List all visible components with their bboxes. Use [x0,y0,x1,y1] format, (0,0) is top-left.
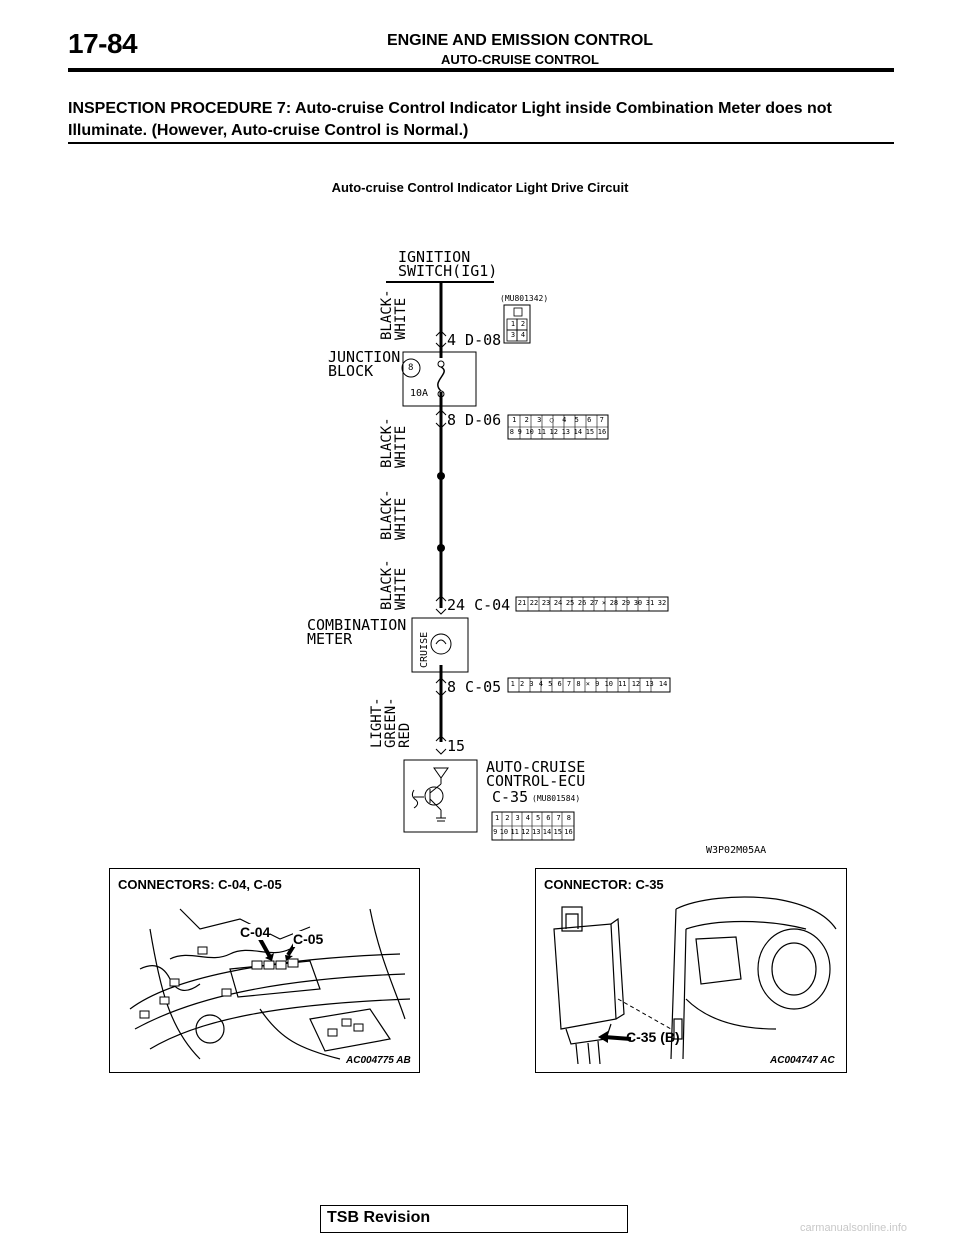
junction-label-1: JUNCTION [328,348,401,366]
photo-code: AC004747 AC [770,1055,835,1066]
wire-label-2-black: BLACK- [379,417,395,468]
wire-label-3-black: BLACK- [379,489,395,540]
photo-connector-c35 [535,868,847,1073]
ecu-diode-icon [434,768,448,778]
wire-label-1-black: BLACK- [379,289,395,340]
connector-d08: 4 D-08 [447,331,502,349]
c05-pins: 1 2 3 4 5 6 7 8 × 9 10 11 12 13 14 [510,680,668,688]
d08-pins-bottom: 3 4 [510,331,526,339]
d06-pins-bottom: 8 9 10 11 12 13 14 15 16 [509,428,607,436]
photo-title: CONNECTORS: C-04, C-05 [118,877,282,892]
wire-label-4-white: WHITE [393,567,409,610]
splice-dot-2 [437,544,445,552]
cruise-label: CRUISE [419,631,430,668]
watermark: carmanualsonline.info [800,1222,908,1234]
ecu-location-illustration [536,869,846,1072]
junction-label-2: BLOCK [328,362,374,380]
c35-pins-top: 1 2 3 4 5 6 7 8 [495,814,571,822]
wire-label-5-green: GREEN- [383,697,399,748]
ignition-label-1: IGNITION [398,248,471,266]
connector-pin-15: 15 [447,737,466,755]
c04-pins: 21 22 23 24 25 26 27 × 28 29 30 31 32 [517,599,667,607]
diagram-title: Auto-cruise Control Indicator Light Drive Circuit [331,180,629,195]
subsection-title: AUTO-CRUISE CONTROL [441,52,599,67]
procedure-title: INSPECTION PROCEDURE 7: Auto-cruise Control Indicator Light inside Combination Meter does not Illuminate. (However, Auto-cruise Control is Normal.) [68,100,832,139]
d06-pins-top: 1 2 3 ○ 4 5 6 7 [512,416,604,424]
page-number: 17-84 [68,28,138,59]
wire-label-5-light: LIGHT- [369,697,385,748]
cruise-lamp-icon [431,634,451,654]
photo-title: CONNECTOR: C-35 [544,877,664,892]
ignition-label-2: SWITCH(IG1) [398,262,498,280]
connector-c35: C-35 [492,788,529,806]
connector-c04: 24 C-04 [447,596,511,614]
ecu-label-2: CONTROL-ECU [486,772,586,790]
wire-label-4-black: BLACK- [379,559,395,610]
figure-code: W3P02M05AA [706,845,767,856]
part-number-c35: (MU801584) [532,794,581,803]
tsb-revision-box [320,1205,628,1233]
wire-label-2-white: WHITE [393,425,409,468]
c35-pins-bottom: 9 10 11 12 13 14 15 16 [493,828,573,836]
splice-dot-1 [437,472,445,480]
photo-connectors-c04-c05 [109,868,420,1073]
ecu-label-1: AUTO-CRUISE [486,758,586,776]
part-number-d08: (MU801342) [500,294,549,303]
combination-label-2: METER [307,630,353,648]
fuse-icon [438,367,444,391]
callout-c04: C-04 [240,924,271,940]
dashboard-wiring-illustration [110,869,419,1072]
fuse-rating: 10A [410,388,429,399]
tsb-revision-label: TSB Revision [327,1209,431,1226]
connector-c05: 8 C-05 [447,678,502,696]
callout-c35-b: C-35 (B) [626,1029,680,1045]
d08-pins-top: 1 2 [510,320,526,328]
callout-c05: C-05 [293,931,324,947]
wire-label-1-white: WHITE [393,297,409,340]
wire-label-3-white: WHITE [393,497,409,540]
wire-label-5-red: RED [397,722,413,748]
section-title: ENGINE AND EMISSION CONTROL [386,32,654,49]
fuse-number: 8 [408,363,414,373]
combination-label-1: COMBINATION [307,616,407,634]
photo-code: AC004775 AB [346,1055,411,1066]
connector-d06: 8 D-06 [447,411,502,429]
